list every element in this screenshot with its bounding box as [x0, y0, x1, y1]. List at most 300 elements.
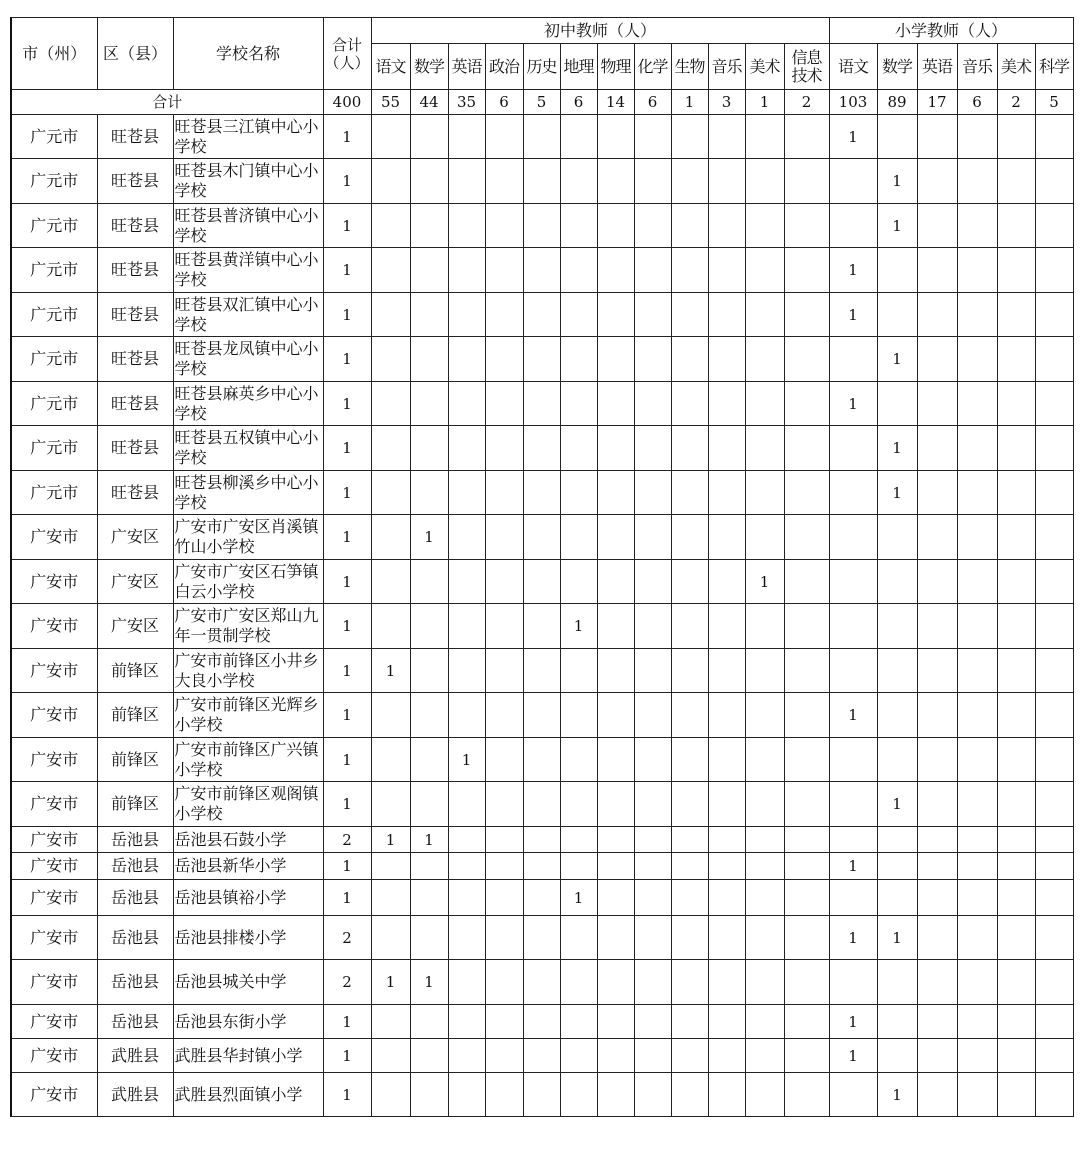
junior-count-cell: 1 [448, 738, 485, 782]
primary-count-cell [957, 1073, 997, 1117]
total-primary-cell: 103 [829, 90, 877, 115]
junior-count-cell [523, 738, 560, 782]
primary-count-cell [877, 248, 917, 293]
junior-count-cell [784, 1039, 829, 1073]
junior-count-cell [671, 738, 708, 782]
junior-count-cell [708, 159, 745, 204]
junior-count-cell [485, 1005, 523, 1039]
primary-count-cell [1035, 880, 1073, 916]
junior-count-cell [784, 827, 829, 853]
junior-count-cell [597, 382, 634, 426]
junior-count-cell [671, 1039, 708, 1073]
primary-count-cell [1035, 853, 1073, 880]
primary-count-cell [917, 204, 957, 248]
primary-count-cell [957, 115, 997, 159]
city-cell: 广安市 [11, 604, 97, 649]
junior-count-cell [708, 738, 745, 782]
district-cell: 岳池县 [97, 827, 173, 853]
primary-count-cell: 1 [829, 916, 877, 960]
total-primary-cell: 2 [997, 90, 1035, 115]
primary-count-cell [1035, 782, 1073, 827]
junior-count-cell [745, 649, 784, 693]
primary-count-cell [917, 248, 957, 293]
city-cell: 广元市 [11, 426, 97, 471]
district-cell: 旺苍县 [97, 115, 173, 159]
junior-count-cell: 1 [371, 827, 410, 853]
junior-count-cell [634, 693, 671, 738]
junior-count-cell [745, 204, 784, 248]
junior-count-cell [708, 604, 745, 649]
primary-count-cell [997, 293, 1035, 337]
table-row [11, 1039, 1073, 1073]
junior-count-cell [410, 649, 448, 693]
city-cell: 广安市 [11, 853, 97, 880]
row-total-cell: 1 [323, 293, 371, 337]
junior-count-cell [371, 115, 410, 159]
junior-count-cell [597, 1073, 634, 1117]
row-total-cell: 2 [323, 960, 371, 1005]
junior-count-cell [560, 382, 597, 426]
district-cell: 前锋区 [97, 649, 173, 693]
junior-count-cell [634, 880, 671, 916]
junior-subject-header: 政治 [485, 44, 523, 90]
junior-count-cell: 1 [745, 560, 784, 604]
primary-count-cell [829, 204, 877, 248]
primary-count-cell [917, 960, 957, 1005]
junior-count-cell [597, 115, 634, 159]
junior-count-cell [448, 382, 485, 426]
row-total-cell: 1 [323, 880, 371, 916]
primary-count-cell [917, 853, 957, 880]
junior-count-cell [708, 782, 745, 827]
junior-count-cell [371, 1039, 410, 1073]
city-cell: 广元市 [11, 293, 97, 337]
junior-count-cell [597, 782, 634, 827]
primary-count-cell [1035, 560, 1073, 604]
junior-count-cell [634, 853, 671, 880]
primary-count-cell [997, 426, 1035, 471]
district-cell: 旺苍县 [97, 204, 173, 248]
junior-count-cell [745, 515, 784, 560]
junior-count-cell [410, 604, 448, 649]
primary-count-cell [917, 738, 957, 782]
primary-subject-header: 英语 [917, 44, 957, 90]
primary-count-cell [997, 1073, 1035, 1117]
junior-count-cell [634, 916, 671, 960]
junior-count-cell [784, 738, 829, 782]
junior-count-cell [560, 560, 597, 604]
junior-count-cell [560, 916, 597, 960]
junior-count-cell [708, 693, 745, 738]
junior-count-cell [560, 1005, 597, 1039]
junior-count-cell [784, 693, 829, 738]
city-cell: 广安市 [11, 880, 97, 916]
total-junior-cell: 2 [784, 90, 829, 115]
total-count: 400 [323, 90, 371, 115]
table-row [11, 515, 1073, 560]
junior-count-cell [560, 827, 597, 853]
school-name-cell: 广安市广安区石笋镇白云小学校 [173, 560, 323, 604]
city-cell: 广元市 [11, 204, 97, 248]
primary-count-cell [877, 515, 917, 560]
junior-count-cell [523, 337, 560, 382]
junior-count-cell [634, 1039, 671, 1073]
junior-count-cell [485, 693, 523, 738]
school-name-cell: 广安市前锋区观阁镇小学校 [173, 782, 323, 827]
junior-count-cell [448, 916, 485, 960]
junior-subject-header: 信息技术 [784, 44, 829, 90]
junior-count-cell [745, 382, 784, 426]
primary-count-cell [877, 604, 917, 649]
junior-count-cell [671, 649, 708, 693]
primary-count-cell [997, 382, 1035, 426]
junior-count-cell: 1 [410, 827, 448, 853]
primary-subject-header: 美术 [997, 44, 1035, 90]
primary-count-cell: 1 [877, 337, 917, 382]
junior-count-cell [708, 827, 745, 853]
junior-count-cell [671, 515, 708, 560]
junior-count-cell [708, 1073, 745, 1117]
junior-count-cell [410, 426, 448, 471]
primary-count-cell [957, 382, 997, 426]
junior-count-cell [560, 248, 597, 293]
city-cell: 广安市 [11, 827, 97, 853]
junior-count-cell [671, 115, 708, 159]
junior-count-cell [371, 426, 410, 471]
junior-count-cell [708, 880, 745, 916]
junior-count-cell [634, 426, 671, 471]
primary-count-cell [997, 159, 1035, 204]
junior-count-cell [410, 1005, 448, 1039]
junior-count-cell [371, 1073, 410, 1117]
header-district: 区（县） [97, 18, 173, 90]
junior-count-cell [523, 827, 560, 853]
junior-subject-header: 地理 [560, 44, 597, 90]
primary-count-cell [917, 1039, 957, 1073]
primary-count-cell [997, 1005, 1035, 1039]
row-total-cell: 1 [323, 115, 371, 159]
junior-count-cell [784, 426, 829, 471]
primary-subject-header: 音乐 [957, 44, 997, 90]
junior-count-cell [671, 248, 708, 293]
junior-count-cell [634, 560, 671, 604]
junior-count-cell [634, 738, 671, 782]
primary-count-cell [997, 738, 1035, 782]
junior-count-cell [634, 293, 671, 337]
junior-subject-header: 生物 [671, 44, 708, 90]
primary-count-cell [957, 1005, 997, 1039]
junior-count-cell [485, 1039, 523, 1073]
junior-count-cell [784, 471, 829, 515]
junior-count-cell [523, 515, 560, 560]
city-cell: 广安市 [11, 916, 97, 960]
junior-count-cell [560, 471, 597, 515]
junior-count-cell [708, 515, 745, 560]
junior-count-cell [485, 471, 523, 515]
total-junior-cell: 6 [634, 90, 671, 115]
row-total-cell: 1 [323, 159, 371, 204]
junior-count-cell [448, 248, 485, 293]
primary-count-cell [877, 693, 917, 738]
junior-count-cell [745, 693, 784, 738]
junior-count-cell [560, 204, 597, 248]
table-row [11, 782, 1073, 827]
school-name-cell: 岳池县排楼小学 [173, 916, 323, 960]
junior-count-cell [784, 515, 829, 560]
primary-count-cell [829, 337, 877, 382]
primary-count-cell [917, 426, 957, 471]
city-cell: 广元市 [11, 382, 97, 426]
junior-count-cell [410, 1039, 448, 1073]
junior-count-cell [523, 782, 560, 827]
junior-count-cell [371, 159, 410, 204]
junior-count-cell [523, 248, 560, 293]
row-total-cell: 1 [323, 515, 371, 560]
total-primary-cell: 5 [1035, 90, 1073, 115]
city-cell: 广安市 [11, 693, 97, 738]
junior-count-cell [560, 159, 597, 204]
junior-count-cell [410, 204, 448, 248]
junior-count-cell [745, 960, 784, 1005]
junior-count-cell [671, 827, 708, 853]
school-name-cell: 旺苍县木门镇中心小学校 [173, 159, 323, 204]
junior-count-cell [448, 515, 485, 560]
junior-count-cell [784, 1073, 829, 1117]
junior-count-cell [634, 204, 671, 248]
junior-count-cell [597, 916, 634, 960]
city-cell: 广安市 [11, 560, 97, 604]
primary-count-cell [829, 738, 877, 782]
junior-count-cell [634, 827, 671, 853]
primary-count-cell [957, 738, 997, 782]
table-row [11, 880, 1073, 916]
primary-count-cell [829, 560, 877, 604]
primary-count-cell [957, 426, 997, 471]
table-row [11, 426, 1073, 471]
junior-count-cell [634, 115, 671, 159]
primary-count-cell [1035, 1039, 1073, 1073]
primary-count-cell [1035, 738, 1073, 782]
primary-count-cell [917, 159, 957, 204]
primary-count-cell [917, 782, 957, 827]
junior-count-cell [560, 853, 597, 880]
junior-count-cell [371, 382, 410, 426]
junior-count-cell [671, 853, 708, 880]
primary-count-cell [997, 248, 1035, 293]
total-junior-cell: 5 [523, 90, 560, 115]
junior-count-cell [784, 782, 829, 827]
junior-count-cell [448, 293, 485, 337]
city-cell: 广元市 [11, 471, 97, 515]
junior-count-cell [745, 1005, 784, 1039]
junior-count-cell [523, 382, 560, 426]
primary-count-cell [877, 1039, 917, 1073]
junior-count-cell [634, 604, 671, 649]
primary-count-cell [829, 827, 877, 853]
junior-count-cell [784, 204, 829, 248]
junior-count-cell [745, 827, 784, 853]
primary-subject-header: 数学 [877, 44, 917, 90]
junior-count-cell [560, 426, 597, 471]
junior-count-cell [560, 515, 597, 560]
junior-count-cell [371, 880, 410, 916]
primary-count-cell [957, 604, 997, 649]
primary-count-cell [957, 649, 997, 693]
district-cell: 广安区 [97, 560, 173, 604]
table-row [11, 471, 1073, 515]
junior-count-cell [671, 159, 708, 204]
district-cell: 岳池县 [97, 916, 173, 960]
junior-count-cell [410, 382, 448, 426]
junior-count-cell [410, 115, 448, 159]
junior-subject-header: 英语 [448, 44, 485, 90]
junior-count-cell [784, 604, 829, 649]
total-junior-cell: 55 [371, 90, 410, 115]
primary-count-cell [1035, 827, 1073, 853]
primary-count-cell [957, 204, 997, 248]
junior-count-cell [784, 159, 829, 204]
primary-count-cell [997, 1039, 1035, 1073]
junior-count-cell [371, 204, 410, 248]
primary-count-cell [1035, 248, 1073, 293]
junior-subject-header: 数学 [410, 44, 448, 90]
junior-count-cell [784, 960, 829, 1005]
junior-count-cell [671, 880, 708, 916]
primary-count-cell [957, 880, 997, 916]
table-row [11, 827, 1073, 853]
school-name-cell: 岳池县镇裕小学 [173, 880, 323, 916]
table-row [11, 853, 1073, 880]
table-row [11, 560, 1073, 604]
junior-count-cell [708, 1039, 745, 1073]
junior-count-cell [448, 204, 485, 248]
primary-count-cell: 1 [829, 115, 877, 159]
junior-count-cell [448, 1073, 485, 1117]
primary-count-cell [997, 649, 1035, 693]
total-junior-cell: 44 [410, 90, 448, 115]
junior-count-cell [371, 853, 410, 880]
primary-count-cell [997, 960, 1035, 1005]
junior-count-cell [597, 853, 634, 880]
district-cell: 前锋区 [97, 738, 173, 782]
junior-count-cell [448, 1005, 485, 1039]
row-total-cell: 1 [323, 204, 371, 248]
junior-count-cell [523, 293, 560, 337]
junior-count-cell [560, 693, 597, 738]
junior-count-cell [448, 853, 485, 880]
table-row [11, 204, 1073, 248]
row-total-cell: 1 [323, 649, 371, 693]
primary-count-cell [1035, 1073, 1073, 1117]
table-row [11, 115, 1073, 159]
row-total-cell: 2 [323, 916, 371, 960]
junior-count-cell [671, 960, 708, 1005]
header-city: 市（州） [11, 18, 97, 90]
junior-count-cell [371, 604, 410, 649]
city-cell: 广安市 [11, 1039, 97, 1073]
teacher-recruitment-table [10, 17, 1074, 1117]
junior-count-cell [560, 293, 597, 337]
primary-count-cell: 1 [877, 782, 917, 827]
junior-count-cell [597, 337, 634, 382]
primary-count-cell [957, 159, 997, 204]
junior-count-cell: 1 [560, 880, 597, 916]
junior-count-cell [597, 471, 634, 515]
city-cell: 广安市 [11, 960, 97, 1005]
junior-count-cell [671, 204, 708, 248]
table-row [11, 382, 1073, 426]
junior-count-cell [485, 382, 523, 426]
table-row [11, 738, 1073, 782]
table-row [11, 604, 1073, 649]
junior-count-cell [634, 248, 671, 293]
junior-count-cell [597, 827, 634, 853]
primary-count-cell [877, 115, 917, 159]
junior-count-cell [410, 853, 448, 880]
junior-count-cell [708, 337, 745, 382]
city-cell: 广安市 [11, 738, 97, 782]
total-junior-cell: 14 [597, 90, 634, 115]
junior-count-cell [784, 1005, 829, 1039]
city-cell: 广元市 [11, 115, 97, 159]
total-junior-cell: 1 [745, 90, 784, 115]
school-name-cell: 广安市前锋区小井乡大良小学校 [173, 649, 323, 693]
school-name-cell: 旺苍县柳溪乡中心小学校 [173, 471, 323, 515]
junior-count-cell [485, 1073, 523, 1117]
header-primary-teachers: 小学教师（人） [829, 18, 1073, 44]
junior-count-cell [560, 115, 597, 159]
district-cell: 广安区 [97, 515, 173, 560]
junior-count-cell [485, 293, 523, 337]
primary-count-cell [997, 827, 1035, 853]
primary-count-cell [877, 738, 917, 782]
table-row [11, 1073, 1073, 1117]
junior-count-cell [708, 204, 745, 248]
junior-count-cell [560, 738, 597, 782]
primary-count-cell [1035, 426, 1073, 471]
junior-count-cell: 1 [410, 960, 448, 1005]
junior-count-cell [745, 782, 784, 827]
junior-count-cell [634, 515, 671, 560]
primary-count-cell [917, 649, 957, 693]
junior-count-cell [485, 782, 523, 827]
city-cell: 广元市 [11, 159, 97, 204]
junior-count-cell [371, 471, 410, 515]
header-total: 合计（人） [323, 18, 371, 90]
junior-count-cell [371, 248, 410, 293]
junior-count-cell [523, 159, 560, 204]
primary-count-cell: 1 [877, 916, 917, 960]
junior-count-cell [708, 248, 745, 293]
primary-count-cell [829, 960, 877, 1005]
junior-count-cell [560, 1039, 597, 1073]
city-cell: 广元市 [11, 248, 97, 293]
junior-count-cell [410, 248, 448, 293]
primary-count-cell [1035, 337, 1073, 382]
primary-count-cell [877, 827, 917, 853]
row-total-cell: 1 [323, 1039, 371, 1073]
junior-count-cell [671, 382, 708, 426]
junior-count-cell [560, 649, 597, 693]
primary-count-cell [997, 880, 1035, 916]
primary-count-cell [877, 382, 917, 426]
junior-count-cell [448, 880, 485, 916]
primary-count-cell [957, 248, 997, 293]
junior-count-cell [634, 382, 671, 426]
primary-count-cell [957, 293, 997, 337]
total-primary-cell: 89 [877, 90, 917, 115]
school-name-cell: 武胜县烈面镇小学 [173, 1073, 323, 1117]
